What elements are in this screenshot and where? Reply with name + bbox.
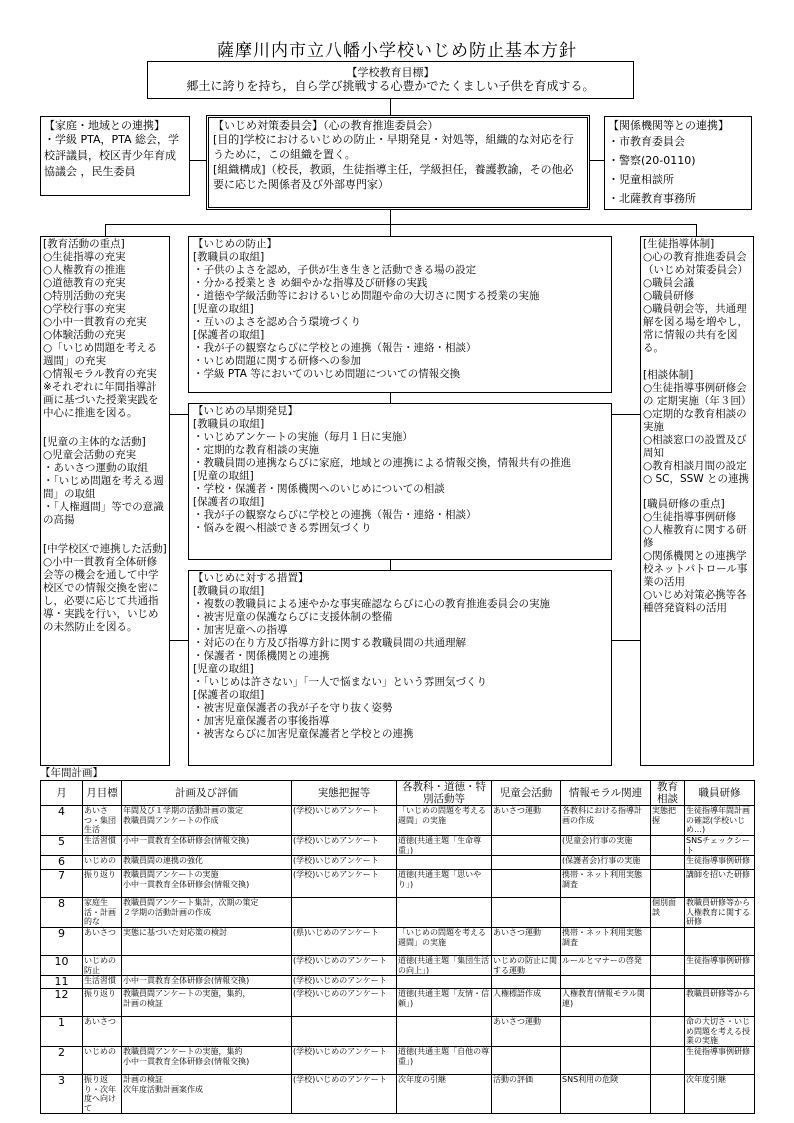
table-cell: 携帯・ネット利用実態調査: [561, 927, 651, 955]
response-item: ・対応の在り方及び指導方針に関する教職員間の共通理解: [193, 637, 466, 649]
table-cell: 計画の検証 次年度活動計画案作成: [122, 1074, 292, 1113]
table-cell: 次年度引継: [685, 1074, 755, 1113]
early-header: 【いじめの早期発見】: [193, 405, 298, 417]
table-cell: (学校)いじめのアンケート: [292, 1074, 397, 1113]
table-cell: あいさつ: [83, 927, 122, 955]
early-sub-parent: [保護者の取組]: [193, 496, 265, 508]
table-cell: [492, 976, 561, 989]
table-cell: 教職員間アンケートの実施 小中一貫教育全体研修会(情報交換): [122, 870, 292, 898]
left-column: [40, 236, 170, 766]
column-header: 計画及び評価: [122, 781, 292, 806]
focus-item: ○生徒指導の充実: [43, 251, 126, 263]
table-cell: いじめの防止に関する運動: [492, 955, 561, 975]
table-cell: [651, 1046, 685, 1074]
focus-item: ○道徳教育の充実: [43, 277, 126, 289]
table-cell: [651, 870, 685, 898]
table-row: [41, 1074, 755, 1113]
child-item: ○児童会活動の充実: [43, 449, 137, 461]
prevention-item: ・学級 PTA 等においてのいじめ問題についての情報交換: [193, 368, 461, 380]
table-cell: 個別面談: [651, 898, 685, 928]
focus-item: ○小中一貫教育の充実: [43, 316, 147, 328]
table-cell: [651, 955, 685, 975]
table-cell: [492, 870, 561, 898]
table-cell: 人権標語作成: [492, 989, 561, 1017]
table-cell: 3: [41, 1074, 83, 1113]
table-cell: 道徳(共通主題「思いやり」): [397, 870, 492, 898]
table-cell: [651, 976, 685, 989]
agencies-header: 【関係機関等との連携】: [608, 119, 729, 132]
early-item: ・学校・保護者・関係機関へのいじめについての相談: [193, 483, 445, 495]
table-cell: 実態把握: [651, 806, 685, 836]
early-item: ・定期的な教育相談の実施: [193, 444, 319, 456]
table-cell: 10: [41, 955, 83, 975]
table-cell: [292, 1017, 397, 1047]
focus-item: ○体験活動の充実: [43, 329, 126, 341]
guidance-item: ○職員朝会等，共通理解を図る場を増やし，常に情報の共有を図る。: [643, 303, 748, 354]
table-cell: 道徳(共通主題「生命尊重」): [397, 836, 492, 856]
family-header: 【家庭・地域との連携】: [44, 119, 165, 132]
table-cell: [651, 856, 685, 870]
table-cell: [122, 955, 292, 975]
table-cell: 5: [41, 836, 83, 856]
response-item: ・複数の教職員による速やかな事実確認ならびに心の教育推進委員会の実施: [193, 598, 550, 610]
response-item: ・被害ならびに加害児童保護者と学校との連携: [193, 728, 414, 740]
response-header: 【いじめに対する措置】: [193, 572, 309, 584]
table-cell: 教職員研修等から 人権教育に関する研修: [685, 898, 755, 928]
response-item: ・加害児童保護者の事後指導: [193, 715, 330, 727]
early-item: ・いじめアンケートの実施（毎月１日に実施）: [193, 431, 413, 443]
early-item: ・悩みを親へ相談できる雰囲気づくり: [193, 522, 372, 534]
family-text: ・学級 PTA，PTA 総会，学校評議員，校区青少年育成協議会 ，民生委員: [44, 133, 180, 178]
family-box: [40, 116, 190, 196]
table-cell: 年間及び１学期の活動計画の策定 教職員間アンケートの作成: [122, 806, 292, 836]
response-box: [188, 570, 612, 766]
table-cell: 12: [41, 989, 83, 1017]
agencies-box: [604, 116, 752, 210]
table-cell: 生徒指導事例研修: [685, 1046, 755, 1074]
table-row: [41, 1046, 755, 1074]
table-row: [41, 806, 755, 836]
focus-note: ※それぞれに年間指導計画に基づいた授業実践を中心に推進を図る。: [43, 381, 159, 419]
prevention-item: ・我が子の観察ならびに学校との連携（報告・連絡・相談）: [193, 342, 477, 354]
table-cell: あいさつ運動: [492, 806, 561, 836]
guidance-header: [生徒指導体制]: [643, 238, 715, 250]
table-cell: [492, 1046, 561, 1074]
agency-item: ・市教育委員会: [608, 135, 685, 148]
column-header: 各教科・道徳・特別活動等: [397, 781, 492, 806]
prevention-header: 【いじめの防止】: [193, 238, 277, 250]
school-goal-text: 郷土に誇りを持ち，自ら学び挑戦する心豊かでたくましい子供を育成する。: [186, 79, 595, 93]
prevention-box: [188, 236, 612, 393]
prevention-sub-parent: [保護者の取組]: [193, 329, 265, 341]
focus-item: ○学校行事の充実: [43, 303, 126, 315]
table-cell: [492, 836, 561, 856]
child-item: ・「人権週間」等での意識の高揚: [43, 501, 164, 526]
guidance-item: ○職員研修: [643, 290, 695, 302]
training-item: ○人権教育に関する研修: [643, 524, 747, 549]
table-cell: 11: [41, 976, 83, 989]
column-header: 職員研修: [685, 781, 755, 806]
table-cell: 教職員研修等から: [685, 989, 755, 1017]
table-cell: (児童会)行事の実施: [561, 836, 651, 856]
early-item: ・我が子の観察ならびに学校との連携（報告・連絡・相談）: [193, 509, 477, 521]
prevention-item: ・子供のよさを認め，子供が生き生きと活動できる場の設定: [193, 264, 477, 276]
annual-plan-table: [40, 780, 755, 1114]
table-cell: [561, 976, 651, 989]
early-sub-staff: [教職員の取組]: [193, 418, 265, 430]
table-cell: [651, 1074, 685, 1113]
table-cell: 「いじめの問題を考える週間」の実施: [397, 927, 492, 955]
committee-header: 【いじめ対策委員会】（心の教育推進委員会）: [213, 119, 439, 132]
table-cell: 各教科における指導計画の作成: [561, 806, 651, 836]
focus-item: ○特別活動の充実: [43, 290, 126, 302]
response-sub-parent: [保護者の取組]: [193, 689, 265, 701]
focus-item: ○人権教育の推進: [43, 264, 126, 276]
school-goal-header: 【学校教育目標】: [346, 66, 435, 79]
annual-plan-header-row: [41, 781, 755, 806]
annual-plan-table-wrap: [40, 780, 754, 1114]
table-row: [41, 836, 755, 856]
committee-box: [206, 115, 590, 210]
table-cell: 1: [41, 1017, 83, 1047]
table-row: [41, 870, 755, 898]
table-cell: 次年度の引継: [397, 1074, 492, 1113]
response-item: ・「いじめは許さない」「一人で悩まない」という雰囲気づくり: [193, 676, 487, 688]
table-cell: [561, 1046, 651, 1074]
column-header: 実態把握等: [292, 781, 397, 806]
table-cell: 生徒指導事例研修: [685, 856, 755, 870]
table-cell: 生徒指導事例研修: [685, 955, 755, 975]
table-cell: (県)いじめのアンケート: [292, 927, 397, 955]
column-header: 月目標: [83, 781, 122, 806]
table-cell: いじめの: [83, 1046, 122, 1074]
table-cell: 命の大切さ・いじめ問題を考える授業の実施: [685, 1017, 755, 1047]
table-cell: 「いじめの問題を考える週間」の実施: [397, 806, 492, 836]
table-cell: 4: [41, 806, 83, 836]
focus-item: ○情報モラル教育の充実: [43, 368, 157, 380]
training-item: ○関係機関との連携学校ネットパトロール事業の活用: [643, 550, 748, 588]
table-cell: 道徳(共通主題「自他の尊重」): [397, 1046, 492, 1074]
response-item: ・保護者・関係機関との連携: [193, 650, 330, 662]
column-header: 教育相談: [651, 781, 685, 806]
table-cell: 小中一貫教育全体研修会(情報交換): [122, 976, 292, 989]
right-column: [640, 236, 754, 766]
table-cell: [492, 856, 561, 870]
table-cell: あいさつ運動: [492, 927, 561, 955]
table-cell: [397, 856, 492, 870]
jh-header: [中学校区で連携した活動]: [43, 543, 167, 555]
table-cell: 活動の評価: [492, 1074, 561, 1113]
consult-header: [相談体制]: [643, 369, 694, 381]
table-cell: 実態に基づいた対応策の検討: [122, 927, 292, 955]
table-cell: 人権教育(情報モラル関連): [561, 989, 651, 1017]
agency-item: ・児童相談所: [608, 173, 674, 186]
table-cell: 生徒指導年間計画の確認(学校いじめ…): [685, 806, 755, 836]
table-cell: 教職員間の連携の強化: [122, 856, 292, 870]
consult-item: ○相談窓口の設置及び周知: [643, 434, 747, 459]
table-cell: 教職員間アンケートの実施，集約， 計画の検証: [122, 989, 292, 1017]
table-cell: (保護者会)行事の実施: [561, 856, 651, 870]
table-cell: ルールとマナーの啓発: [561, 955, 651, 975]
table-row: [41, 989, 755, 1017]
prevention-sub-child: [児童の取組]: [193, 303, 254, 315]
table-row: [41, 1017, 755, 1047]
table-cell: (学校)いじめのアンケート: [292, 955, 397, 975]
table-cell: 6: [41, 856, 83, 870]
early-detection-box: [188, 403, 612, 560]
focus-item: ○「いじめ問題を考える週間」の充実: [43, 342, 158, 367]
consult-item: ○ SC，SSW との連携: [643, 473, 750, 485]
table-cell: 教職員間アンケートの実施，集約 小中一貫教育全体研修会(情報交換): [122, 1046, 292, 1074]
table-cell: SNSチェックシート: [685, 836, 755, 856]
jh-text: ○小中一貫教育全体研修会等の機会を通して中学校区での情報交換を密にし，必要に応じて共通指導・実践を行い，いじめの未然防止を図る。: [43, 556, 159, 633]
table-cell: (学校)いじめのアンケート: [292, 989, 397, 1017]
table-cell: 7: [41, 870, 83, 898]
column-header: 情報モラル関連: [561, 781, 651, 806]
consult-item: ○定期的な教育相談の実施: [643, 408, 747, 433]
table-cell: 振り返り: [83, 989, 122, 1017]
table-cell: 8: [41, 898, 83, 928]
table-cell: 道徳(共通主題「集団生活の向上」): [397, 955, 492, 975]
table-cell: [685, 976, 755, 989]
table-cell: [122, 1017, 292, 1047]
table-cell: 道徳(共通主題「友情・信頼」): [397, 989, 492, 1017]
table-cell: いじめの防止: [83, 955, 122, 975]
table-cell: あいさつ運動: [492, 1017, 561, 1047]
table-cell: 生活習慣: [83, 976, 122, 989]
guidance-item: ○心の教育推進委員会（いじめ対策委員会）: [643, 251, 748, 276]
table-cell: [397, 898, 492, 928]
child-item: ・「いじめ問題を考える週間」の取組: [43, 475, 164, 500]
table-cell: あいさつ・集団生活: [83, 806, 122, 836]
school-goal-box: [147, 61, 634, 99]
table-cell: [651, 1017, 685, 1047]
table-cell: [561, 1017, 651, 1047]
column-header: 児童会活動: [492, 781, 561, 806]
table-cell: [292, 898, 397, 928]
table-cell: 家庭生活・計画的な: [83, 898, 122, 928]
consult-item: ○生徒指導事例研修会の 定期実施（年３回）: [643, 382, 752, 407]
table-row: [41, 976, 755, 989]
table-cell: [492, 898, 561, 928]
table-cell: (学校)いじめアンケート: [292, 836, 397, 856]
table-cell: あいさつ: [83, 1017, 122, 1047]
table-cell: SNS利用の危険: [561, 1074, 651, 1113]
table-row: [41, 898, 755, 928]
table-cell: (学校)いじめのアンケート: [292, 1046, 397, 1074]
table-cell: 2: [41, 1046, 83, 1074]
response-sub-child: [児童の取組]: [193, 663, 254, 675]
child-item: ・あいさつ運動の取組: [43, 462, 148, 474]
response-sub-staff: [教職員の取組]: [193, 585, 265, 597]
table-cell: (学校)いじめアンケート: [292, 870, 397, 898]
prevention-sub-staff: [教職員の取組]: [193, 251, 265, 263]
table-cell: いじめの: [83, 856, 122, 870]
prevention-item: ・互いのよさを認め合う環境づくり: [193, 316, 361, 328]
table-cell: [651, 927, 685, 955]
training-item: ○生徒指導事例研修: [643, 511, 737, 523]
column-header: 月: [41, 781, 83, 806]
agency-item: ・警察(20-0110): [608, 154, 696, 167]
table-cell: 小中一貫教育全体研修会(情報交換): [122, 836, 292, 856]
table-cell: (学校)いじめアンケート: [292, 856, 397, 870]
table-row: [41, 927, 755, 955]
table-cell: 振り返り・次年度へ向けて: [83, 1074, 122, 1113]
table-cell: [685, 927, 755, 955]
prevention-item: ・分かる授業とき め細やかな指導及び研修の実践: [193, 277, 428, 289]
committee-purpose: [目的]学校におけるいじめの防止・早期発見・対処等，組織的な対応を行うために，この組織を置く。: [213, 133, 574, 161]
table-cell: 携帯・ネット利用実態調査: [561, 870, 651, 898]
child-header: [児童の主体的な活動]: [43, 436, 146, 448]
table-cell: (学校)いじめのアンケート: [292, 976, 397, 989]
prevention-item: ・道徳や学級活動等におけるいじめ問題や命の大切さに関する授業の実施: [193, 290, 540, 302]
table-cell: [651, 836, 685, 856]
response-item: ・加害児童への指導: [193, 624, 288, 636]
table-cell: 振り返り: [83, 870, 122, 898]
guidance-item: ○職員会議: [643, 277, 695, 289]
table-cell: (学校)いじめアンケート: [292, 806, 397, 836]
table-cell: 9: [41, 927, 83, 955]
committee-composition: [組織構成]（校長，教頭，生徒指導主任，学級担任，養護教諭，その他必要に応じた関係者及び外部専門家）: [213, 163, 574, 191]
training-header: [職員研修の重点]: [643, 498, 725, 510]
consult-item: ○教育相談月間の設定: [643, 460, 747, 472]
table-cell: [561, 898, 651, 928]
table-row: [41, 955, 755, 975]
table-cell: [397, 1017, 492, 1047]
prevention-item: ・いじめ問題に関する研修への参加: [193, 355, 361, 367]
table-cell: [651, 989, 685, 1017]
table-cell: 生活習慣: [83, 836, 122, 856]
focus-header: [教育活動の重点]: [43, 238, 125, 250]
early-item: ・教職員間の連携ならびに家庭，地域との連携による情報交換，情報共有の推進: [193, 457, 571, 469]
table-row: [41, 856, 755, 870]
table-cell: 教職員間アンケート集計，次期の策定 ２学期の活動計画の作成: [122, 898, 292, 928]
table-cell: 講師を招いた研修: [685, 870, 755, 898]
response-item: ・被害児童保護者の我が子を守り抜く姿勢: [193, 702, 393, 714]
page-title: 薩摩川内市立八幡小学校いじめ防止基本方針: [217, 41, 577, 61]
annual-plan-header: 【年間計画】: [40, 767, 103, 779]
training-item: ○いじめ対策必携等各種啓発資料の活用: [643, 589, 747, 614]
agency-item: ・北薩教育事務所: [608, 192, 696, 205]
early-sub-child: [児童の取組]: [193, 470, 254, 482]
table-cell: [397, 976, 492, 989]
response-item: ・被害児童の保護ならびに支援体制の整備: [193, 611, 393, 623]
